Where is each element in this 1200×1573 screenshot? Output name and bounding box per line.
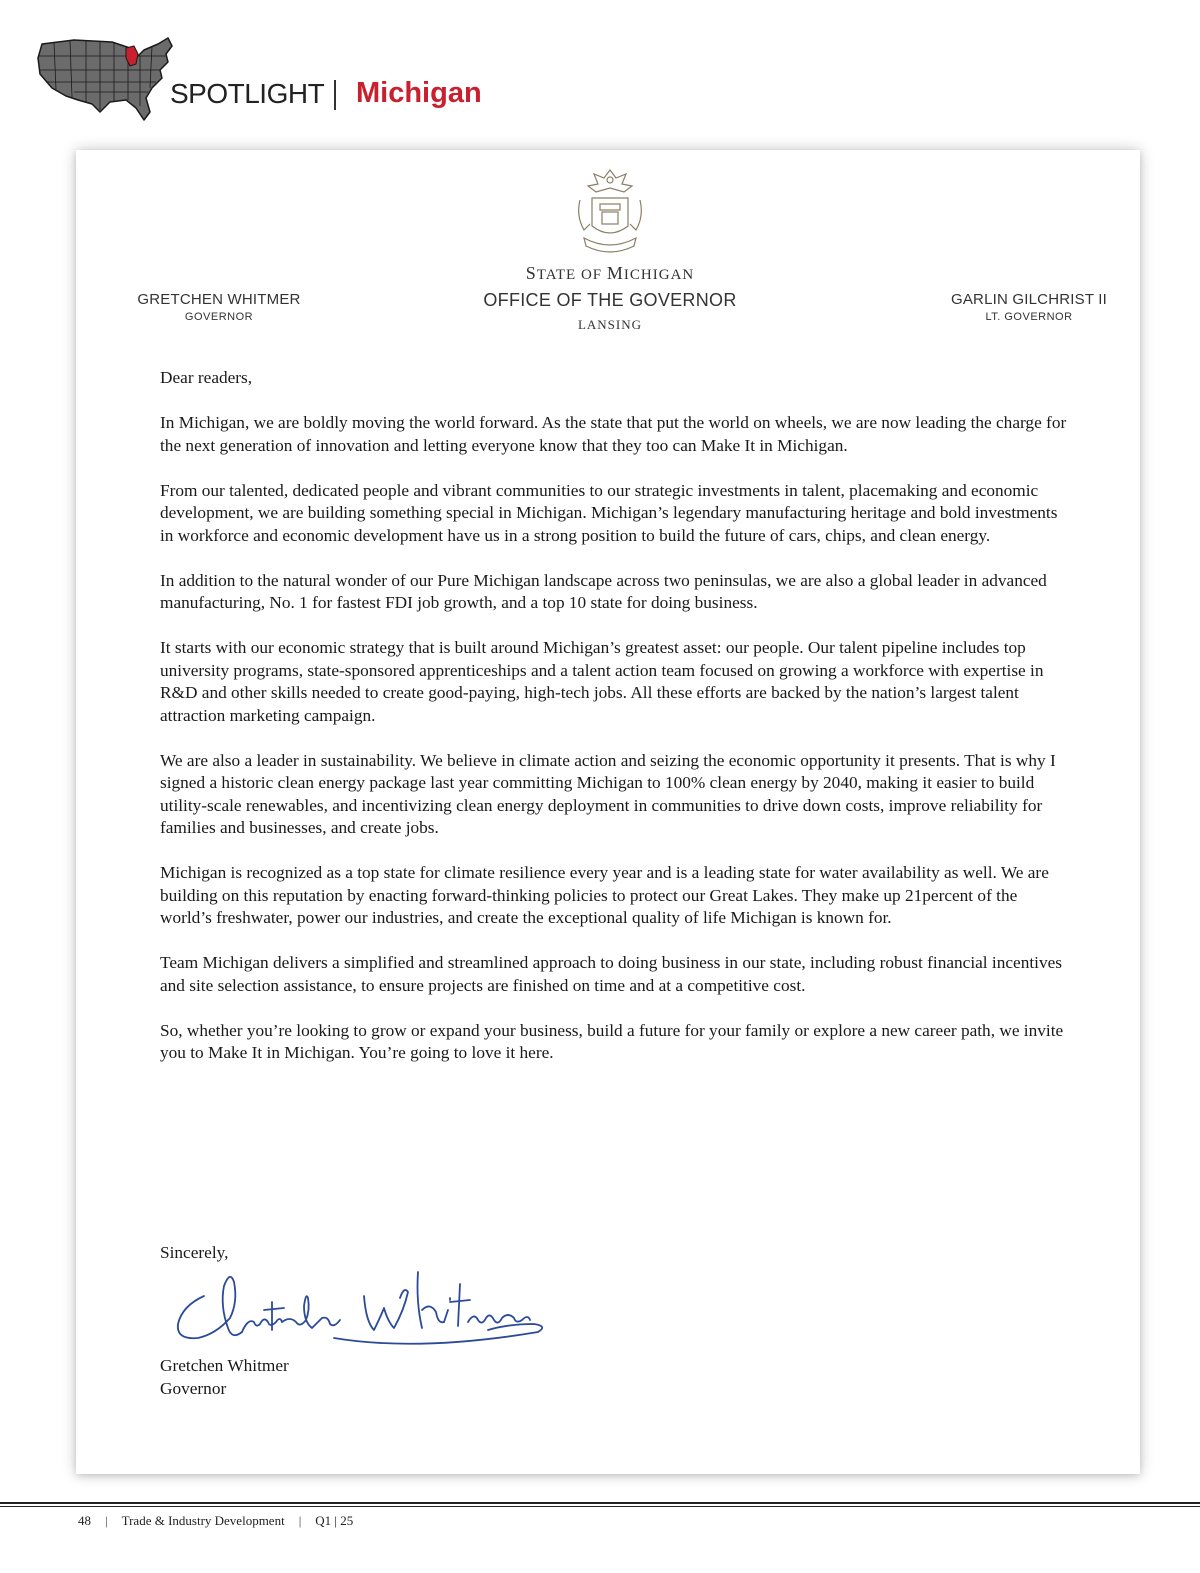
michigan-state-seal-icon bbox=[570, 164, 650, 260]
governor-title: GOVERNOR bbox=[184, 311, 254, 323]
header-divider bbox=[334, 80, 336, 110]
letterhead-city: LANSING bbox=[577, 317, 643, 332]
page-number: 48 bbox=[78, 1513, 91, 1528]
letterhead-state: STATE OF MICHIGAN bbox=[525, 263, 695, 283]
governor-name: GRETCHEN WHITMER bbox=[137, 291, 301, 308]
signer-title: Governor bbox=[160, 1378, 227, 1398]
paragraph: We are also a leader in sustainability. We believe in climate action and seizing the economic opportunity it presents. That is why I signed a historic clean energy package last year committing Michigan to 100% clean energy by 2040, making it easier to build utility-scale renewables, and incentivizing clean energy deployment in communities to drive down costs, improve reliability for families and businesses, and create jobs. bbox=[160, 750, 1056, 837]
paragraph: In addition to the natural wonder of our Pure Michigan landscape across two peninsulas, we are also a global leader in advanced manufacturing, No. 1 for fastest FDI job growth, and a top 10 state for doing business. bbox=[160, 570, 1047, 612]
us-map-icon bbox=[34, 30, 176, 126]
publication-name: Trade & Industry Development bbox=[121, 1513, 285, 1528]
signer-name: Gretchen Whitmer bbox=[160, 1356, 289, 1375]
lt-governor-name: GARLIN GILCHRIST II bbox=[950, 291, 1108, 308]
letterhead-governor bbox=[104, 291, 334, 323]
letterhead-center bbox=[410, 263, 810, 333]
issue-label: Q1 | 25 bbox=[315, 1513, 354, 1528]
salutation: Dear readers, bbox=[160, 368, 253, 387]
page-header bbox=[0, 0, 1200, 150]
letterhead-office: OFFICE OF THE GOVERNOR bbox=[483, 290, 737, 310]
paragraph: It starts with our economic strategy that is built around Michigan’s greatest asset: our people. Our talent pipeline includes top university programs, state-sponsored apprenticeships and a talent action team focused on growing a workforce with expertise in R&D and other skills needed to create good-paying, high-tech jobs. All these efforts are backed by the nation’s largest talent attraction marketing campaign. bbox=[160, 638, 1044, 725]
page-footer: 48 | Trade & Industry Development | Q1 | 25 bbox=[78, 1513, 354, 1528]
paragraph: In Michigan, we are boldly moving the world forward. As the state that put the world on wheels, we are now leading the charge for the next generation of innovation and letting everyone know that they too can Make It in Michigan. bbox=[160, 413, 1067, 455]
paragraph: Team Michigan delivers a simplified and streamlined approach to doing business in our state, including robust financial incentives and site selection assistance, to ensure projects are finished on time and at a competitive cost. bbox=[160, 953, 1062, 995]
paragraph: So, whether you’re looking to grow or expand your business, build a future for your family or explore a new career path, we invite you to Make It in Michigan. You’re going to love it here. bbox=[160, 1020, 1064, 1062]
governor-letter bbox=[76, 150, 1140, 1474]
lt-governor-title: LT. GOVERNOR bbox=[985, 311, 1073, 323]
signer-block bbox=[160, 1355, 289, 1400]
handwritten-signature bbox=[168, 1262, 548, 1354]
letter-body bbox=[160, 367, 1070, 1087]
paragraph: From our talented, dedicated people and vibrant communities to our strategic investments in talent, placemaking and economic development, we are building something special in Michigan. Michigan’s legendary manufacturing heritage and bold investments in workforce and economic development have us in a strong position to build the future of cars, chips, and clean energy. bbox=[160, 480, 1058, 545]
section-label: SPOTLIGHT bbox=[170, 78, 325, 109]
footer-rule bbox=[0, 1506, 1200, 1507]
paragraph: Michigan is recognized as a top state for climate resilience every year and is a leading state for water availability as well. We are building on this reputation by enacting forward-thinking policies to protect our Great Lakes. They make up 21percent of the world’s freshwater, power our industries, and create the exceptional quality of life Michigan is known for. bbox=[160, 863, 1049, 927]
letterhead-lt-governor bbox=[924, 291, 1134, 323]
state-name: Michigan bbox=[356, 77, 482, 109]
closing: Sincerely, bbox=[160, 1243, 229, 1262]
footer-rule bbox=[0, 1502, 1200, 1504]
